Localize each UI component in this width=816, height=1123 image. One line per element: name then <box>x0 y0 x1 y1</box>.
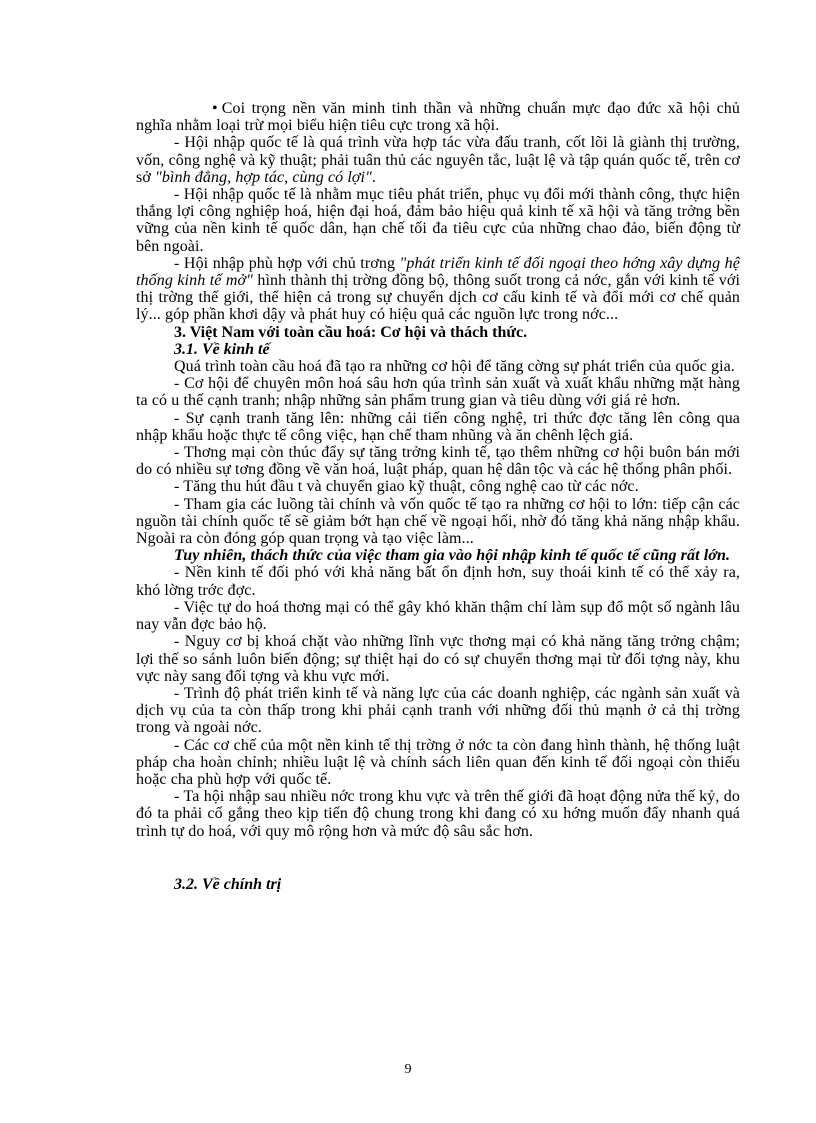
paragraph: - Các cơ chế của một nền kinh tế thị trờng ở nớc ta còn đang hình thành, hệ thống luật pháp cha hoàn chỉnh; nhiều luật lệ và chính sách liên quan đến kinh tế đối ngoại còn thiếu hoặc cha phù hợp với quốc tế. <box>136 736 740 788</box>
paragraph: - Ta hội nhập sau nhiều nớc trong khu vực và trên thế giới đã hoạt động nửa thế kỷ, do đó ta phải cố gắng theo kịp tiến độ chung trong khi đang có xu hớng muốn đẩy nhanh quá trình tự do hoá, với quy mô rộng hơn và mức độ sâu sắc hơn. <box>136 788 740 840</box>
section-heading: 3. Việt Nam với toàn cầu hoá: Cơ hội và thách thức. <box>174 323 528 341</box>
paragraph: - Hội nhập quốc tế là nhằm mục tiêu phát triển, phục vụ đổi mới thành công, thực hiện thắng lợi công nghiệp hoá, hiện đại hoá, đảm bảo hiệu quả kinh tế xã hội và tăng trởng bền vững của nền kinh tế quốc dân, hạn chế tối đa tiêu cực của những chao đảo, biến động từ bên ngoài. <box>136 186 740 255</box>
subsection-heading: 3.1. Về kinh tế <box>174 340 270 358</box>
paragraph: - Trình độ phát triển kinh tế và năng lực của các doanh nghiệp, các ngành sản xuất và dịch vụ của ta còn thấp trong khi phải cạnh tranh với những đối thủ mạnh ở cả thị trờng trong và ngoài nớc. <box>136 684 740 737</box>
paragraph-text: - Hội nhập quốc tế là quá trình vừa hợp tác vừa đấu tranh, cốt lõi là giành thị trường, vốn, công nghệ và kỹ thuật; phải tuân thủ các nguyên tắc, luật lệ và tập quán quốc tế, trên cơ sở <box>136 134 740 186</box>
paragraph: - Cơ hội để chuyên môn hoá sâu hơn qúa trình sản xuất và xuất khẩu những mặt hàng ta có u thế cạnh tranh; nhập những sản phẩm trung gian và tiêu dùng với giá rẻ hơn. <box>136 375 740 410</box>
page-number: 9 <box>404 1062 412 1077</box>
paragraph: - Việc tự do hoá thơng mại có thể gây khó khăn thậm chí làm sụp đổ một số ngành lâu nay vẫn đợc bảo hộ. <box>136 598 740 634</box>
paragraph-text: - Hội nhập phù hợp với chủ trơng <box>174 254 400 272</box>
document-body <box>136 100 740 893</box>
paragraph: - Sự cạnh tranh tăng lên: những cải tiến công nghệ, tri thức đợc tăng lên công qua nhập khẩu hoặc thực tế công việc, hạn chế tham nhũng và ăn chênh lệch giá. <box>136 409 740 444</box>
section-spacer <box>136 840 740 876</box>
paragraph: - Nền kinh tế đối phó với khả năng bất ổn định hơn, suy thoái kinh tế có thể xảy ra, khó lờng trớc đợc. <box>136 564 740 599</box>
paragraph: - Tăng thu hút đầu t và chuyển giao kỹ thuật, công nghệ cao từ các nớc. <box>174 478 639 496</box>
paragraph-text: hình thành thị trờng đồng bộ, thông suốt trong cả nớc, gắn với kinh tế với thị trờng thế giới, thể hiện cả trong sự chuyển dịch cơ cấu kinh tế và đổi mới cơ chế quản lý... góp phần khơi dậy và phát huy có hiệu quả các nguồn lực trong nớc... <box>136 272 740 324</box>
paragraph: - Tham gia các luồng tài chính và vốn quốc tế tạo ra những cơ hội to lớn: tiếp cận các nguồn tài chính quốc tế sẽ giảm bớt hạn chế về ngoại hối, nhờ đó tăng khả năng nhập khẩu. Ngoài ra còn đóng góp quan trọng và tạo việc làm... <box>136 495 740 548</box>
paragraph: - Nguy cơ bị khoá chặt vào những lĩnh vực thơng mại có khả năng tăng trởng chậm; lợi thế so sánh luôn biến động; sự thiệt hại do có sự chuyển thơng mại từ đối tợng này, khu vực này sang đối tợng và khu vực mới. <box>136 633 740 685</box>
paragraph: - Thơng mại còn thúc đẩy sự tăng trởng kinh tế, tạo thêm những cơ hội buôn bán mới do có nhiều sự tơng đồng về văn hoá, luật pháp, quan hệ dân tộc và các hệ thống phân phối. <box>136 444 740 479</box>
subsection-heading: 3.2. Về chính trị <box>174 875 282 893</box>
paragraph-text: . <box>371 168 377 186</box>
paragraph <box>136 134 740 186</box>
emphasis-paragraph: Tuy nhiên, thách thức của việc tham gia vào hội nhập kinh tế quốc tế cũng rất lớn. <box>174 547 731 565</box>
quoted-phrase: "phát triển kinh tế đối ngoại theo hớng xây dựng hệ thống kinh tế mở" <box>136 254 740 290</box>
paragraph-text: Coi trọng nền văn minh tinh thần và những chuẩn mực đạo đức xã hội chủ nghĩa nhằm loại trừ mọi biểu hiện tiêu cực trong xã hội. <box>136 100 740 135</box>
paragraph <box>136 100 740 134</box>
paragraph: Quá trình toàn cầu hoá đã tạo ra những cơ hội để tăng cờng sự phát triển của quốc gia. <box>174 358 735 376</box>
bullet-icon: • <box>212 100 218 117</box>
paragraph <box>136 255 740 324</box>
quoted-phrase: "bình đẳng, hợp tác, cùng có lợi" <box>155 168 372 186</box>
